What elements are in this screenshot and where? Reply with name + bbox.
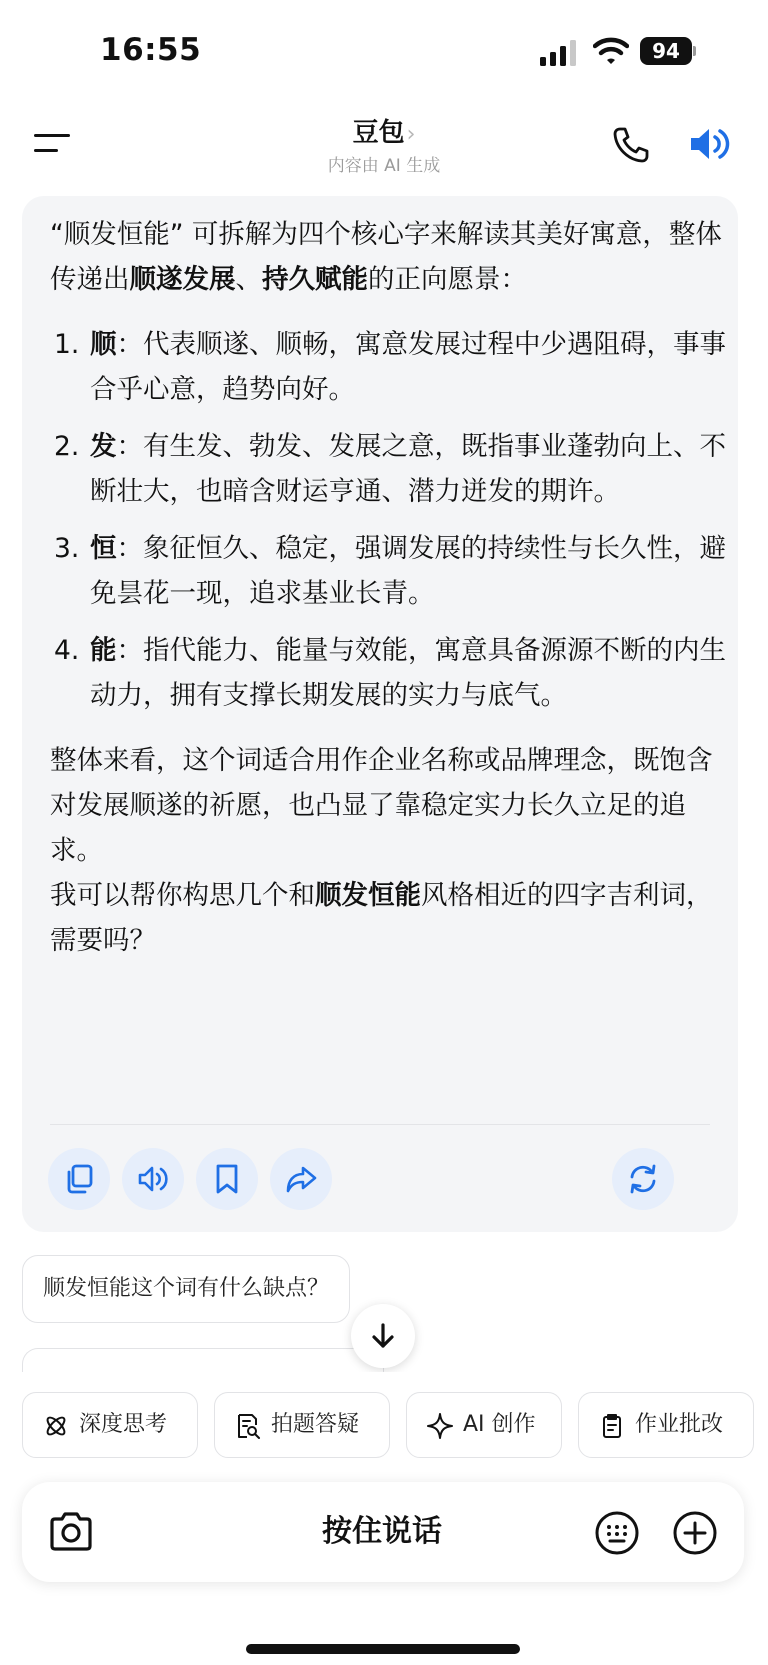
chip-photo-question[interactable]: 拍题答疑 <box>214 1392 390 1458</box>
atom-icon <box>43 1413 69 1439</box>
home-indicator <box>246 1644 520 1654</box>
suggested-question[interactable]: 顺发恒能这个词有什么缺点？ <box>22 1255 350 1323</box>
battery-indicator <box>640 37 696 65</box>
read-aloud-icon <box>137 1163 169 1195</box>
ai-generated-note: 内容由 AI 生成 <box>327 156 441 176</box>
meaning-list <box>50 322 726 718</box>
camera-icon[interactable] <box>48 1510 94 1554</box>
chip-ai-creation[interactable]: AI 创作 <box>406 1392 562 1458</box>
status-bar <box>0 0 768 100</box>
speaker-icon[interactable] <box>688 124 732 164</box>
battery-level: 94 <box>640 37 692 65</box>
chat-header <box>0 100 768 190</box>
copy-button[interactable] <box>48 1148 110 1210</box>
bookmark-icon <box>211 1163 243 1195</box>
chat-title: 豆包 <box>352 118 405 148</box>
phone-call-icon[interactable] <box>612 126 650 164</box>
offer-paragraph: 我可以帮你构思几个和顺发恒能风格相近的四字吉利词，需要吗？ <box>50 880 713 956</box>
list-item: 1. 顺：代表顺遂、顺畅，寓意发展过程中少遇阻碍，事事合乎心意，趋势向好。 <box>54 329 726 405</box>
message-body <box>50 212 726 963</box>
list-item: 2. 发：有生发、勃发、发展之意，既指事业蓬勃向上、不断壮大，也暗含财运亨通、潜力迸发的期许。 <box>54 431 726 507</box>
share-button[interactable] <box>270 1148 332 1210</box>
regenerate-icon <box>627 1163 659 1195</box>
summary-paragraph: 整体来看，这个词适合用作企业名称或品牌理念，既饱含对发展顺遂的祈愿，也凸显了靠稳定实力长久立足的追求。 <box>50 745 713 866</box>
bookmark-button[interactable] <box>196 1148 258 1210</box>
sparkle-icon <box>427 1413 453 1439</box>
battery-cap <box>693 46 696 56</box>
homework-icon <box>599 1413 625 1439</box>
input-bar <box>22 1482 744 1582</box>
intro-paragraph: “顺发恒能” 可拆解为四个核心字来解读其美好寓意，整体传递出顺遂发展、持久赋能的正向愿景： <box>50 219 722 295</box>
hold-to-talk-button[interactable]: 按住说话 <box>322 1514 442 1549</box>
feature-chips <box>0 1372 768 1472</box>
divider <box>50 1124 710 1125</box>
chevron-right-icon: › <box>406 122 416 147</box>
list-item: 3. 恒：象征恒久、稳定，强调发展的持续性与长久性，避免昙花一现，追求基业长青。 <box>54 533 726 609</box>
share-icon <box>285 1163 317 1195</box>
status-time: 16:55 <box>100 32 202 68</box>
scroll-to-bottom-button[interactable] <box>351 1304 415 1368</box>
wifi-icon <box>593 36 629 66</box>
chip-deep-thinking[interactable]: 深度思考 <box>22 1392 198 1458</box>
plus-icon[interactable] <box>672 1510 718 1556</box>
cellular-signal-icon <box>540 40 580 66</box>
assistant-message-card <box>22 196 738 1232</box>
photo-question-icon <box>235 1413 261 1439</box>
title-area[interactable] <box>0 112 768 176</box>
copy-icon <box>63 1163 95 1195</box>
list-item: 4. 能：指代能力、能量与效能，寓意具备源源不断的内生动力，拥有支撑长期发展的实力与底气。 <box>54 635 726 711</box>
chip-homework-grading[interactable]: 作业批改 <box>578 1392 754 1458</box>
regenerate-button[interactable] <box>612 1148 674 1210</box>
read-aloud-button[interactable] <box>122 1148 184 1210</box>
arrow-down-icon <box>369 1322 397 1350</box>
keyboard-icon[interactable] <box>594 1510 640 1556</box>
